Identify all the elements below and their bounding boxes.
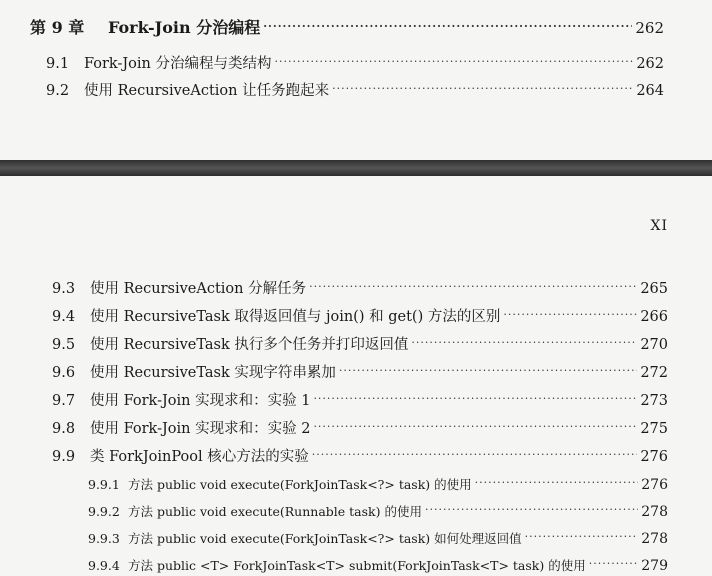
toc-entry-9-9-1 (88, 475, 668, 493)
section-title: 类 ForkJoinPool 核心方法的实验 (90, 449, 309, 465)
leader-dots (263, 20, 632, 33)
leader-dots (309, 280, 637, 293)
subsection-number: 9.9.4 (88, 558, 120, 573)
section-page: 276 (640, 449, 668, 465)
section-title: 使用 RecursiveAction 让任务跑起来 (84, 83, 330, 99)
section-page: 264 (636, 83, 664, 99)
toc-entry-9-9-2 (88, 502, 668, 520)
leader-dots (525, 530, 639, 543)
subsection-number: 9.9.1 (88, 477, 120, 492)
section-number: 9.1 (46, 56, 70, 72)
toc-entry-9-9-4 (88, 556, 668, 574)
leader-dots (275, 55, 634, 68)
subsection-page: 278 (641, 531, 668, 547)
section-number: 9.7 (52, 393, 76, 409)
section-title: 使用 RecursiveTask 实现字符串累加 (90, 365, 336, 381)
subsection-title: 方法 public void execute(Runnable task) 的使用 (128, 504, 422, 519)
toc-page-top (0, 0, 712, 160)
subsection-title: 方法 public void execute(ForkJoinTask<?> task) 的使用 (128, 477, 472, 492)
section-page: 270 (640, 337, 668, 353)
section-title: 使用 Fork-Join 实现求和：实验 1 (90, 393, 311, 409)
subsection-page: 278 (641, 504, 668, 520)
leader-dots (411, 336, 637, 349)
chapter-title: Fork-Join 分治编程 (108, 18, 261, 37)
section-number: 9.6 (52, 365, 76, 381)
section-title: 使用 RecursiveTask 执行多个任务并打印返回值 (90, 337, 409, 353)
leader-dots (313, 392, 637, 405)
leader-dots (425, 503, 638, 516)
roman-page-number: XI (650, 218, 668, 234)
subsection-title: 方法 public <T> ForkJoinTask<T> submit(ForkJoinTask<T> task) 的使用 (128, 558, 586, 573)
section-page: 262 (636, 56, 664, 72)
toc-entry-9-8 (52, 417, 668, 438)
leader-dots (589, 557, 639, 570)
section-page: 265 (640, 281, 668, 297)
subsection-title: 方法 public void execute(ForkJoinTask<?> task) 如何处理返回值 (128, 531, 522, 546)
section-page: 272 (640, 365, 668, 381)
subsection-page: 276 (641, 477, 668, 493)
section-number: 9.5 (52, 337, 76, 353)
leader-dots (312, 448, 638, 461)
toc-entry-9-6 (52, 361, 668, 382)
section-number: 9.3 (52, 281, 76, 297)
section-number: 9.2 (46, 83, 70, 99)
section-number: 9.4 (52, 309, 76, 325)
section-page: 266 (640, 309, 668, 325)
toc-entry-9-1 (46, 52, 664, 73)
chapter-page: 262 (635, 19, 664, 37)
toc-entry-9-7 (52, 389, 668, 410)
toc-chapter-9 (30, 15, 664, 38)
section-title: 使用 Fork-Join 实现求和：实验 2 (90, 421, 311, 437)
toc-entry-9-4 (52, 305, 668, 326)
section-page: 275 (640, 421, 668, 437)
subsection-number: 9.9.3 (88, 531, 120, 546)
subsection-number: 9.9.2 (88, 504, 120, 519)
leader-dots (339, 364, 637, 377)
leader-dots (475, 476, 639, 489)
toc-entry-9-5 (52, 333, 668, 354)
toc-entry-9-9 (52, 445, 668, 466)
toc-entry-9-3 (52, 277, 668, 298)
section-number: 9.9 (52, 449, 76, 465)
leader-dots (503, 308, 637, 321)
subsection-page: 279 (641, 558, 668, 574)
section-title: Fork-Join 分治编程与类结构 (84, 56, 272, 72)
toc-page-bottom (0, 176, 712, 576)
leader-dots (332, 82, 633, 95)
section-page: 273 (640, 393, 668, 409)
section-title: 使用 RecursiveAction 分解任务 (90, 281, 307, 297)
chapter-number: 第 9 章 (30, 18, 85, 37)
section-number: 9.8 (52, 421, 76, 437)
toc-entry-9-9-3 (88, 529, 668, 547)
leader-dots (313, 420, 637, 433)
page-gap (0, 160, 712, 176)
toc-entry-9-2 (46, 79, 664, 100)
section-title: 使用 RecursiveTask 取得返回值与 join() 和 get() 方法的区别 (90, 309, 501, 325)
